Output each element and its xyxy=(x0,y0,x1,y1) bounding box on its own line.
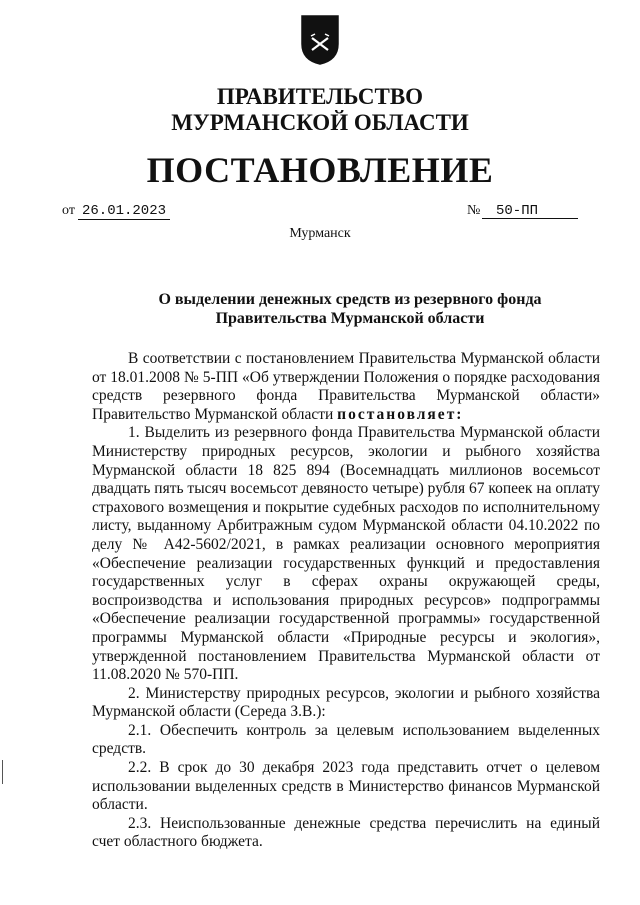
clause-1: 1. Выделить из резервного фонда Правительства Мурманской области Министерству природных ресурсов, экологии и рыбного хозяйства Мурманской области 18 825 894 (Восемнадцать миллионов восемьсот двадцать пять тысяч восемьсот девяносто четыре) рубля 67 копеек на оплату страхового возмещения и покрытие судебных расходов по исполнительному листу, выданному Арбитражным судом Мурманской области 04.10.2022 по делу № А42-5602/2021, в рамках реализации основного мероприятия «Обеспечение реализации государственных функций и предоставления государственных услуг в сферах охраны окружающей среды, воспроизводства и использования природных ресурсов» подпрограммы «Обеспечение реализации государственной программы» государственной программы Мурманской области «Природные ресурсы и экология», утвержденной постановлением Правительства Мурманской области от 11.08.2020 № 570-ПП. xyxy=(92,424,600,684)
coat-of-arms-icon xyxy=(300,14,340,66)
city-name: Мурманск xyxy=(289,226,351,241)
clause-2-2: 2.2. В срок до 30 декабря 2023 года представить отчет о целевом использовании выделенных средств в Министерство финансов Мурманской области. xyxy=(92,759,600,814)
clause-2-3: 2.3. Неиспользованные денежные средства перечислить на единый счет областного бюджета. xyxy=(92,814,600,851)
organization-line-1: ПРАВИТЕЛЬСТВО xyxy=(216,84,424,109)
document-body xyxy=(92,350,600,852)
date-prefix: от xyxy=(62,203,75,218)
document-type-title: ПОСТАНОВЛЕНИЕ xyxy=(146,150,494,190)
intro-paragraph xyxy=(92,350,600,424)
scan-margin-mark xyxy=(2,760,3,784)
decree-word: постановляет: xyxy=(337,405,464,423)
document-number: 50-ПП xyxy=(482,203,578,219)
subject-line-1: О выделении денежных средств из резервного фонда xyxy=(158,291,542,308)
number-prefix: № xyxy=(467,203,481,218)
clause-2-1: 2.1. Обеспечить контроль за целевым использованием выделенных средств. xyxy=(92,721,600,758)
organization-line-2: МУРМАНСКОЙ ОБЛАСТИ xyxy=(171,110,469,135)
document-date: 26.01.2023 xyxy=(78,203,170,220)
intro-text: В соответствии с постановлением Правительства Мурманской области от 18.01.2008 № 5-ПП «Об утверждении Положения о порядке расходования средств резервного фонда Правительства Мурманской области» Правительство Мурманской области xyxy=(92,350,600,423)
document-subject xyxy=(150,290,550,328)
organization-name xyxy=(0,84,640,136)
subject-line-2: Правительства Мурманской области xyxy=(215,310,485,327)
clause-2: 2. Министерству природных ресурсов, экологии и рыбного хозяйства Мурманской области (Середа З.В.): xyxy=(92,684,600,721)
